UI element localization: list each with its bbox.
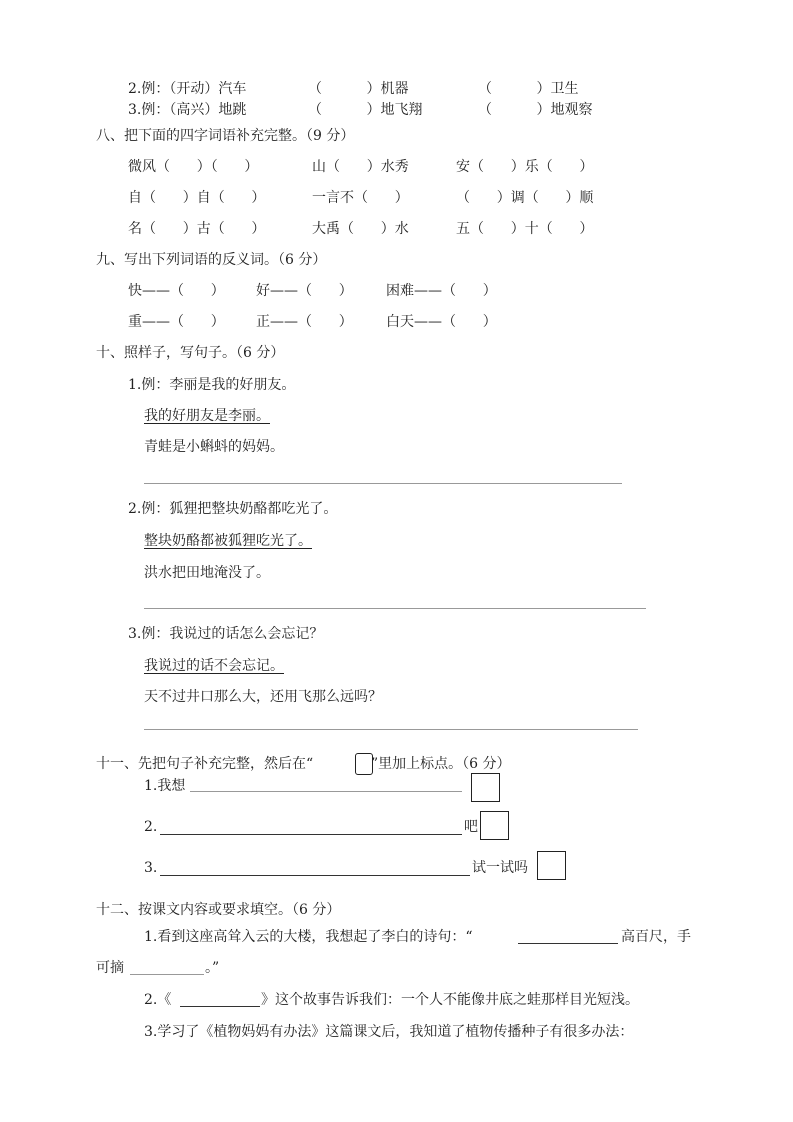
sec11-item3-punctuation-box[interactable]	[537, 851, 566, 880]
sec12-item1-text: 1.看到这座高耸入云的大楼，我想起了李白的诗句：“	[144, 929, 473, 945]
sec8-row1-word1[interactable]: 微风（ ）（ ）	[128, 159, 259, 175]
sec10-item3-answer: 我说过的话不会忘记。	[144, 658, 284, 674]
sec11-item2-blank[interactable]	[160, 834, 462, 835]
sec10-item1-answer: 我的好朋友是李丽。	[144, 408, 270, 424]
sec8-row2-word3[interactable]: （ ）调（ ）顺	[456, 190, 594, 206]
sec11-item1-punctuation-box[interactable]	[471, 773, 500, 802]
sec11-item3-ending: 试一试吗	[472, 860, 528, 876]
sec9-row1-word2[interactable]: 好——（ ）	[256, 283, 353, 299]
sec10-item1-answer-line[interactable]	[144, 483, 622, 484]
sec8-row1-word2[interactable]: 山（ ）水秀	[312, 159, 409, 175]
sec9-title: 九、写出下列词语的反义词。（6 分）	[96, 252, 327, 268]
sec11-item3-label: 3.	[144, 860, 158, 876]
sec12-item1-text3: 可摘	[96, 960, 124, 976]
sec10-item3-question: 天不过井口那么大，还用飞那么远吗？	[144, 689, 382, 705]
sec8-row2-word1[interactable]: 自（ ）自（ ）	[128, 190, 266, 206]
sec9-row2-word2[interactable]: 正——（ ）	[256, 314, 353, 330]
sec10-item2-answer-line[interactable]	[144, 608, 646, 609]
sec11-item3-blank[interactable]	[160, 875, 470, 876]
sec8-title: 八、把下面的四字词语补充完整。（9 分）	[96, 128, 355, 144]
sec12-item1-text4: 。”	[205, 960, 220, 976]
sec10-item3-answer-line[interactable]	[144, 729, 638, 730]
sec11-title-part2: ”里加上标点。（6 分）	[371, 756, 511, 772]
sec12-item2-blank[interactable]	[180, 1006, 260, 1007]
sec12-item1-blank1[interactable]	[518, 943, 618, 944]
sec11-item2-punctuation-box[interactable]	[480, 811, 509, 840]
sec8-row3-word3[interactable]: 五（ ）十（ ）	[456, 221, 594, 237]
sec9-row2-word1[interactable]: 重——（ ）	[128, 314, 225, 330]
sec11-item1-blank[interactable]	[190, 791, 462, 792]
sec11-item1-label: 1.我想	[144, 778, 186, 794]
sec8-row2-word2[interactable]: 一言不（ ）	[312, 190, 409, 206]
sec12-title: 十二、按课文内容或要求填空。（6 分）	[96, 902, 341, 918]
sec8-row3-word1[interactable]: 名（ ）古（ ）	[128, 221, 266, 237]
sec10-item2-question: 洪水把田地淹没了。	[144, 565, 270, 581]
sec7-item2-example: 2.例：（开动）汽车	[128, 81, 247, 97]
sec10-item1-example: 1.例：李丽是我的好朋友。	[128, 377, 296, 393]
sec8-row1-word3[interactable]: 安（ ）乐（ ）	[456, 159, 594, 175]
sec10-item3-example: 3.例：我说过的话怎么会忘记？	[128, 626, 324, 642]
sec10-item2-answer: 整块奶酪都被狐狸吃光了。	[144, 533, 312, 549]
sec9-row2-word3[interactable]: 白天——（ ）	[386, 314, 497, 330]
sec12-item2-text2: 》这个故事告诉我们：一个人不能像井底之蛙那样目光短浅。	[261, 992, 639, 1008]
sec10-item2-example: 2.例：狐狸把整块奶酪都吃光了。	[128, 501, 338, 517]
sec9-row1-word3[interactable]: 困难——（ ）	[386, 283, 497, 299]
sec7-item3-example: 3.例：（高兴）地跳	[128, 102, 247, 118]
sec12-item1-text2: 高百尺，手	[621, 929, 691, 945]
sec12-item1-blank2[interactable]	[130, 974, 204, 975]
sec10-title: 十、照样子，写句子。（6 分）	[96, 345, 285, 361]
sec11-item2-label: 2.	[144, 819, 158, 835]
sec7-item2-blank1[interactable]: （ ）机器	[308, 81, 409, 97]
sec11-title-part1: 十一、先把句子补充完整，然后在“	[96, 756, 314, 772]
sec7-item2-blank2[interactable]: （ ）卫生	[478, 81, 579, 97]
sec11-item2-ending: 吧	[464, 819, 478, 835]
sec8-row3-word2[interactable]: 大禹（ ）水	[312, 221, 409, 237]
sec9-row1-word1[interactable]: 快——（ ）	[128, 283, 225, 299]
sec12-item3-text: 3.学习了《植物妈妈有办法》这篇课文后，我知道了植物传播种子有很多办法：	[144, 1024, 634, 1040]
sec10-item1-question: 青蛙是小蝌蚪的妈妈。	[144, 439, 284, 455]
sec7-item3-blank2[interactable]: （ ）地观察	[478, 102, 593, 118]
sec7-item3-blank1[interactable]: （ ）地飞翔	[308, 102, 423, 118]
sec12-item2-text: 2.《	[144, 992, 172, 1008]
